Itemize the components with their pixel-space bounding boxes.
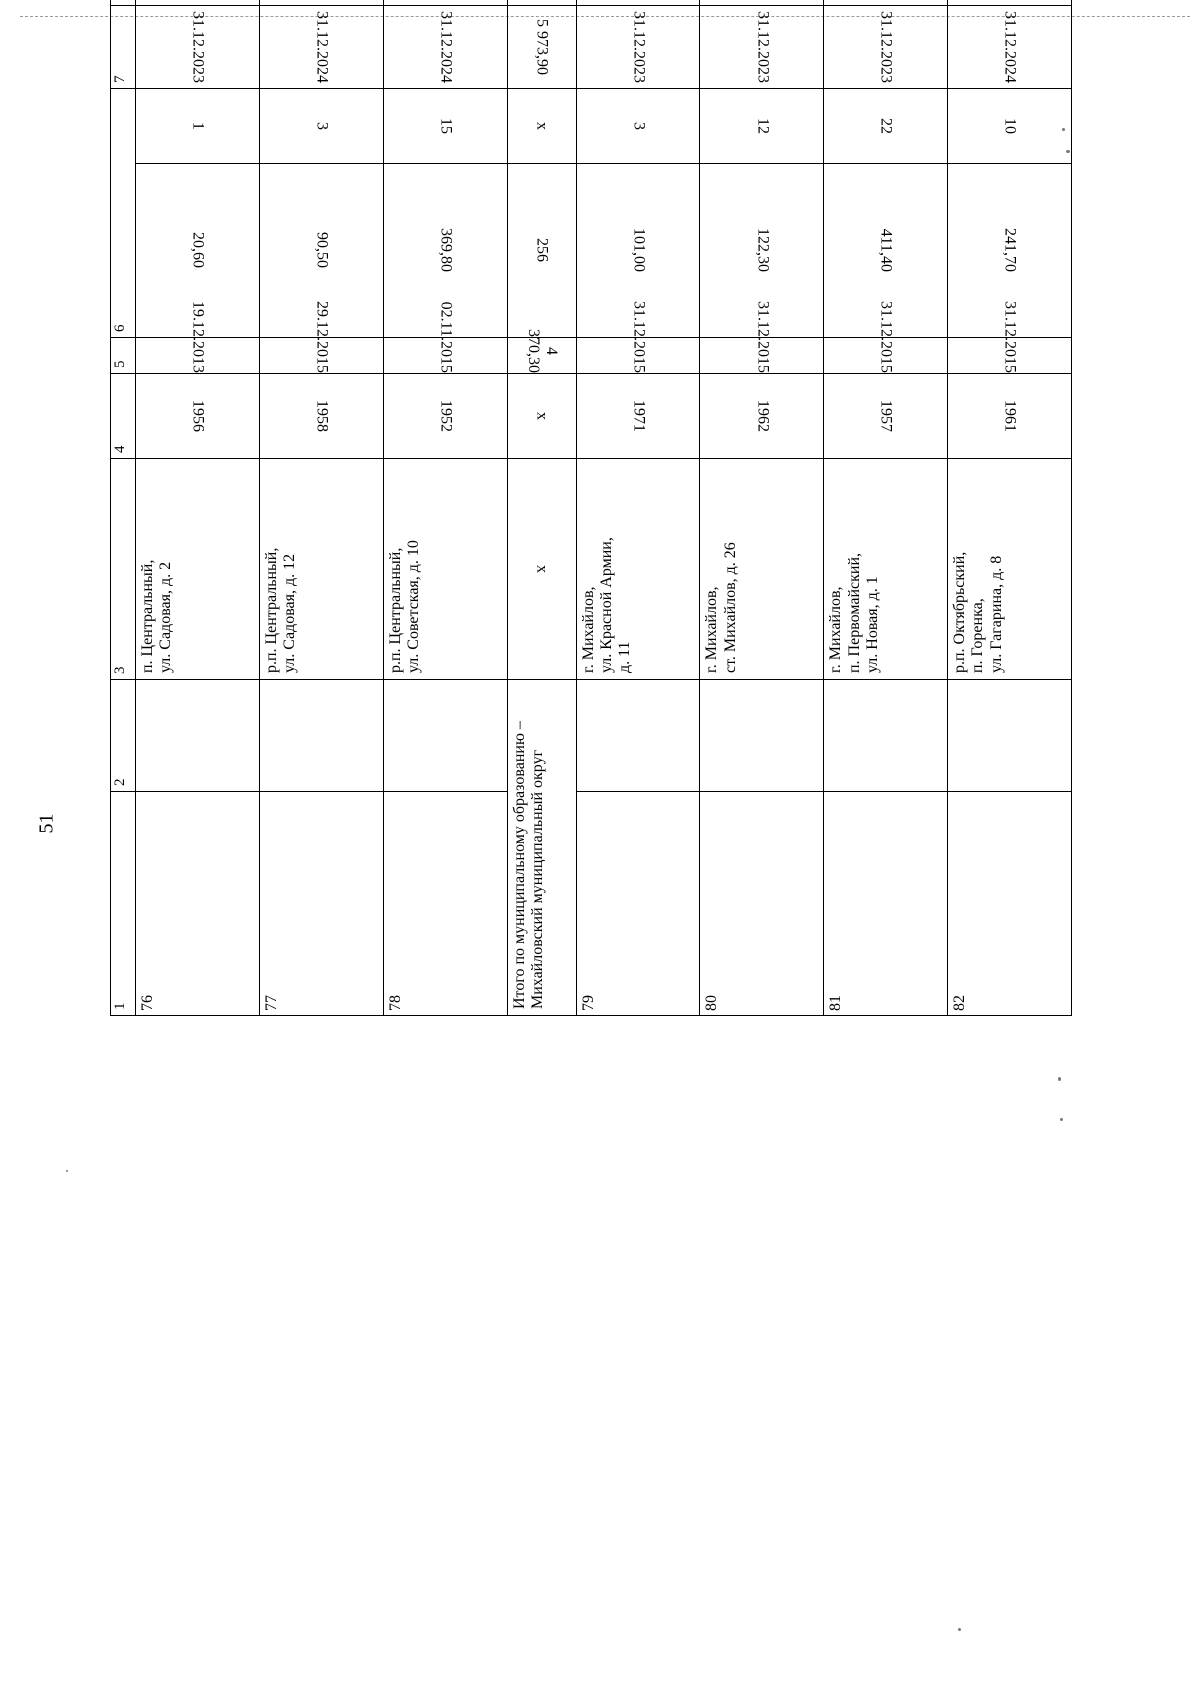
area-living-cell bbox=[576, 0, 700, 6]
empty-cell bbox=[824, 680, 948, 792]
cell-value: 1971 bbox=[630, 400, 648, 432]
table-row bbox=[824, 0, 948, 1016]
column-number: 1 bbox=[111, 792, 136, 1016]
date-from-cell bbox=[136, 301, 260, 374]
persons-cell bbox=[948, 89, 1072, 164]
row-number-cell bbox=[824, 792, 948, 1016]
column-number: 3 bbox=[111, 459, 136, 680]
address-line: ул. Красной Армии, bbox=[597, 537, 615, 673]
row-number-cell bbox=[700, 792, 824, 1016]
row-number: 79 bbox=[579, 995, 597, 1011]
cell-value: 22 bbox=[877, 118, 895, 134]
cell-value: 31.12.2015 bbox=[877, 301, 895, 373]
date-from-cell bbox=[383, 301, 507, 374]
persons-cell bbox=[700, 89, 824, 164]
date-from-cell bbox=[824, 301, 948, 374]
year-cell bbox=[136, 374, 260, 459]
year-cell bbox=[507, 459, 576, 680]
column-number: 2 bbox=[111, 680, 136, 792]
cell-value: х bbox=[533, 412, 551, 420]
cell-value: 31.12.2024 bbox=[437, 11, 455, 83]
address-line: г. Михайлов, bbox=[579, 586, 597, 673]
date-to-cell bbox=[824, 6, 948, 89]
persons-cell bbox=[383, 89, 507, 164]
table-row bbox=[259, 0, 383, 1016]
address-cell bbox=[383, 459, 507, 680]
row-number: 77 bbox=[262, 995, 280, 1011]
date-to-cell bbox=[507, 89, 576, 164]
scan-speck bbox=[958, 1628, 961, 1631]
year-cell bbox=[824, 374, 948, 459]
cell-value: х bbox=[533, 122, 551, 130]
empty-cell bbox=[948, 680, 1072, 792]
cell-value: 31.12.2015 bbox=[1001, 301, 1019, 373]
row-number-cell bbox=[136, 792, 260, 1016]
column-number: 5 bbox=[111, 338, 136, 374]
column-number bbox=[111, 0, 136, 6]
header-row bbox=[111, 0, 136, 1016]
table-row bbox=[576, 0, 700, 1016]
date-to-cell bbox=[383, 6, 507, 89]
total-label-line: Михайловский муниципальный округ bbox=[528, 749, 546, 1009]
cell-value: 3 bbox=[313, 122, 331, 130]
cell-value: 31.12.2023 bbox=[189, 11, 207, 83]
date-to-cell bbox=[948, 6, 1072, 89]
cell-value: 256 bbox=[533, 238, 551, 263]
persons-cell bbox=[136, 89, 260, 164]
cell-value: 1961 bbox=[1001, 400, 1019, 432]
address-line: ул. Садовая, д. 12 bbox=[281, 553, 299, 673]
address-line: г. Михайлов, bbox=[703, 586, 721, 673]
year-cell bbox=[948, 374, 1072, 459]
cell-value: 411,40 bbox=[877, 228, 895, 273]
date-to-cell bbox=[576, 6, 700, 89]
date-from-cell bbox=[507, 374, 576, 459]
address-line: ул. Советская, д. 10 bbox=[405, 540, 423, 673]
row-number: 76 bbox=[139, 995, 156, 1011]
total-label-cell bbox=[507, 680, 576, 1016]
cell-value: 20,60 bbox=[189, 232, 207, 269]
date-to-cell bbox=[136, 6, 260, 89]
address-line: п. Центральный, bbox=[139, 559, 156, 673]
address-line: р.п. Октябрьский, bbox=[951, 551, 969, 673]
cell-value: 90,50 bbox=[313, 232, 331, 269]
address-line: р.п. Центральный, bbox=[262, 547, 280, 673]
address-line: п. Горенка, bbox=[969, 598, 987, 673]
row-number-cell bbox=[576, 792, 700, 1016]
area-living-cell bbox=[259, 0, 383, 6]
page-number: 51 bbox=[35, 813, 58, 834]
cell-value: 369,80 bbox=[437, 228, 455, 273]
persons-cell bbox=[824, 89, 948, 164]
address-line: ст. Михайлов, д. 26 bbox=[721, 542, 739, 673]
cell-value: 31.12.2024 bbox=[313, 11, 331, 83]
empty-cell bbox=[136, 680, 260, 792]
empty-cell bbox=[383, 680, 507, 792]
persons-cell bbox=[259, 89, 383, 164]
area-living-cell bbox=[136, 0, 260, 6]
address-cell bbox=[259, 459, 383, 680]
address-line: г. Михайлов, bbox=[827, 586, 845, 673]
cell-value: х bbox=[533, 565, 551, 573]
row-number: 82 bbox=[951, 995, 969, 1011]
cell-value: 1952 bbox=[437, 400, 455, 432]
year-cell bbox=[576, 374, 700, 459]
table-row bbox=[948, 0, 1072, 1016]
address-line: ул. Садовая, д. 2 bbox=[157, 561, 175, 673]
area-living-cell bbox=[824, 0, 948, 6]
cell-value: 3 bbox=[630, 122, 648, 130]
address-cell bbox=[824, 459, 948, 680]
date-to-cell bbox=[259, 6, 383, 89]
persons-cell bbox=[576, 89, 700, 164]
cell-value: 1956 bbox=[189, 400, 207, 432]
year-cell bbox=[700, 374, 824, 459]
total-row bbox=[507, 0, 576, 1016]
persons-cell bbox=[507, 164, 576, 338]
cell-value: 31.12.2015 bbox=[754, 301, 771, 373]
row-number-cell bbox=[259, 792, 383, 1016]
address-cell bbox=[700, 459, 824, 680]
cell-value: 31.12.2023 bbox=[877, 11, 895, 83]
area-total-cell bbox=[507, 0, 576, 6]
cell-value: 1962 bbox=[754, 400, 771, 432]
date-from-cell bbox=[700, 301, 824, 374]
cell-value: 241,70 bbox=[1001, 228, 1019, 273]
cell-value: 10 bbox=[1001, 118, 1019, 134]
area-living-cell bbox=[383, 0, 507, 6]
address-line: ул. Гагарина, д. 8 bbox=[987, 555, 1005, 673]
cell-value: 101,00 bbox=[630, 228, 648, 273]
empty-cell bbox=[259, 680, 383, 792]
cell-value: 31.12.2023 bbox=[754, 11, 771, 83]
cell-value: 31.12.2015 bbox=[630, 301, 648, 373]
cell-value: 5 973,90 bbox=[533, 19, 551, 75]
cell-value: 1 bbox=[189, 122, 207, 130]
table-row bbox=[383, 0, 507, 1016]
address-cell bbox=[948, 459, 1072, 680]
cell-value: 02.11.2015 bbox=[437, 301, 455, 373]
table-row bbox=[136, 0, 260, 1016]
area-living-cell bbox=[700, 0, 824, 6]
empty-cell bbox=[576, 680, 700, 792]
total-label-line: Итого по муниципальному образованию – bbox=[510, 721, 528, 1009]
cell-value: 19.12.2013 bbox=[189, 301, 207, 373]
area-cell bbox=[507, 329, 576, 374]
date-from-cell bbox=[948, 301, 1072, 374]
area-living-cell bbox=[948, 0, 1072, 6]
table-frame bbox=[110, 11, 1072, 1574]
cell-value: 31.12.2024 bbox=[1001, 11, 1019, 83]
year-cell bbox=[259, 374, 383, 459]
row-number-cell bbox=[383, 792, 507, 1016]
row-number: 78 bbox=[386, 995, 404, 1011]
empty-cell bbox=[700, 680, 824, 792]
table-row bbox=[700, 0, 824, 1016]
date-from-cell bbox=[259, 301, 383, 374]
cell-value: 12 bbox=[754, 118, 771, 134]
row-number-cell bbox=[948, 792, 1072, 1016]
cell-value: 4 370,30 bbox=[524, 329, 560, 373]
column-number: 7 bbox=[111, 6, 136, 89]
date-from-cell bbox=[576, 301, 700, 374]
cell-value: 31.12.2023 bbox=[630, 11, 648, 83]
housing-register-table bbox=[110, 0, 1072, 1016]
area-living-cell bbox=[507, 6, 576, 89]
cell-value: 122,30 bbox=[754, 228, 771, 273]
address-cell bbox=[136, 459, 260, 680]
rotated-table-wrapper bbox=[110, 0, 1072, 1016]
address-line: д. 11 bbox=[616, 641, 634, 673]
row-number: 80 bbox=[703, 995, 721, 1011]
cell-value: 15 bbox=[437, 118, 455, 134]
cell-value: 1957 bbox=[877, 400, 895, 432]
column-number: 6 bbox=[111, 89, 136, 338]
column-number: 4 bbox=[111, 374, 136, 459]
date-to-cell bbox=[700, 6, 824, 89]
address-line: п. Первомайский, bbox=[845, 552, 863, 673]
cell-value: 1958 bbox=[313, 400, 331, 432]
address-line: р.п. Центральный, bbox=[386, 547, 404, 673]
address-line: ул. Новая, д. 1 bbox=[864, 576, 882, 673]
scan-speck bbox=[66, 1170, 68, 1172]
year-cell bbox=[383, 374, 507, 459]
row-number: 81 bbox=[827, 995, 845, 1011]
cell-value: 29.12.2015 bbox=[313, 301, 331, 373]
address-cell bbox=[576, 459, 700, 680]
